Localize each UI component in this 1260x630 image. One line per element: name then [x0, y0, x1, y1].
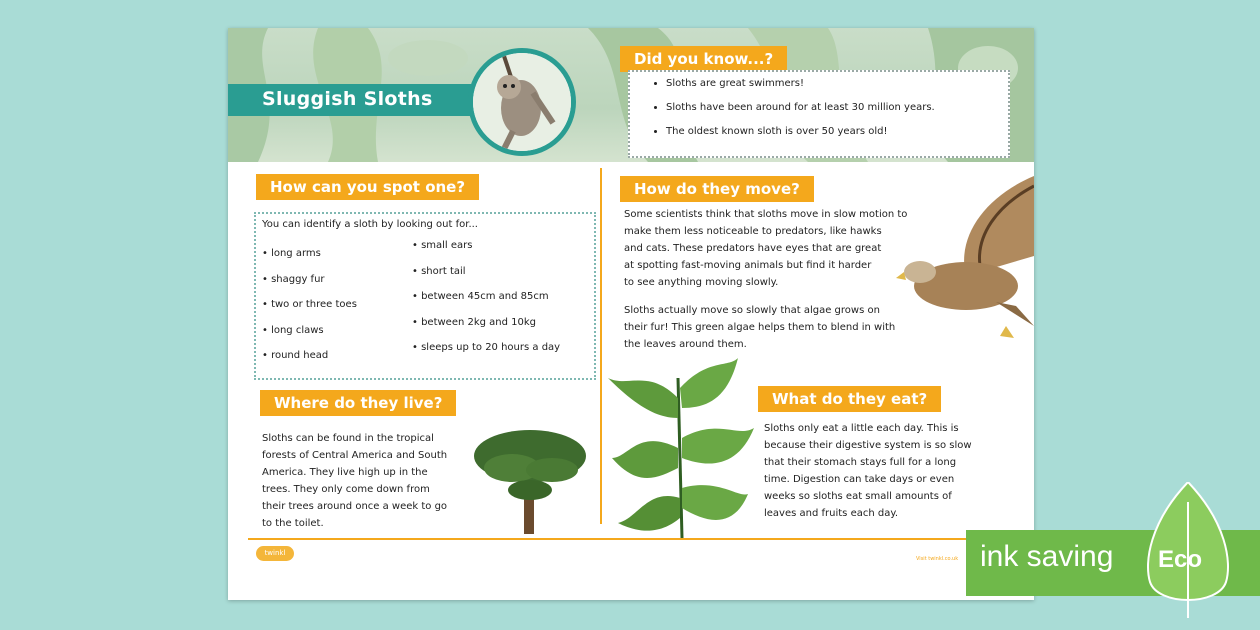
text-line: because their digestive system is so slow [764, 440, 972, 451]
eco-badge: Eco [1158, 546, 1203, 573]
move-heading: How do they move? [620, 176, 814, 202]
text-line: to see anything moving slowly. [624, 277, 779, 288]
text-line: to the toilet. [262, 518, 324, 529]
list-item: • short tail [412, 265, 466, 277]
move-paragraph-1 [624, 206, 907, 291]
list-item: • small ears [412, 240, 473, 251]
did-you-know-heading: Did you know...? [620, 46, 787, 72]
leaves-illustration [608, 358, 756, 538]
eco-label: ink saving [980, 540, 1114, 573]
live-text [262, 430, 447, 532]
list-item: • long arms [262, 248, 321, 259]
list-item: • between 2kg and 10kg [412, 316, 537, 328]
fact-item: • Sloths have been around for at least 30 million years. [666, 102, 1008, 113]
fact-sheet [228, 28, 1034, 600]
horizontal-divider [248, 538, 1014, 540]
text-line: at spotting fast-moving animals but find it harder [624, 260, 872, 271]
move-paragraph-2 [624, 302, 895, 353]
hawk-illustration [896, 176, 1034, 346]
list-item: • round head [262, 350, 329, 361]
eat-heading: What do they eat? [758, 386, 941, 412]
text-line: time. Digestion can take days or even [764, 474, 955, 485]
list-item: • long claws [262, 324, 324, 336]
text-line: Sloths can be found in the tropical [262, 433, 434, 444]
text-line: trees. They only come down from [262, 484, 430, 495]
text-line: that their stomach stays full for a long [764, 457, 957, 468]
did-you-know-box [628, 70, 1010, 158]
footer-text: Visit twinkl.co.uk [916, 556, 959, 562]
tree-illustration [472, 426, 590, 536]
spot-right-list [412, 240, 560, 368]
list-item: • between 45cm and 85cm [412, 291, 549, 302]
text-line: make them less noticeable to predators, like hawks [624, 226, 882, 237]
spot-left-list [262, 248, 357, 376]
live-heading: Where do they live? [260, 390, 456, 416]
eat-text [764, 420, 972, 522]
text-line: leaves and fruits each day. [764, 508, 899, 519]
twinkl-logo: twinkl [256, 546, 294, 561]
sloth-illustration [468, 48, 576, 156]
fact-item: • Sloths are great swimmers! [666, 78, 1008, 89]
text-line: Some scientists think that sloths move in slow motion to [624, 209, 908, 220]
spot-heading: How can you spot one? [256, 174, 479, 200]
text-line: their trees around once a week to go [262, 501, 448, 512]
sloth-icon [473, 53, 571, 151]
text-line: America. They live high up in the [262, 467, 428, 478]
spot-intro: You can identify a sloth by looking out for... [262, 219, 478, 230]
list-item: • sleeps up to 20 hours a day [412, 342, 561, 353]
text-line: Sloths only eat a little each day. This is [764, 423, 959, 434]
list-item: • shaggy fur [262, 273, 325, 285]
text-line: the leaves around them. [624, 339, 747, 350]
text-line: and cats. These predators have eyes that are great [624, 243, 882, 254]
text-line: their fur! This green algae helps them to blend in with [624, 322, 896, 333]
list-item: • two or three toes [262, 299, 357, 310]
text-line: weeks so sloths eat small amounts of [764, 491, 952, 502]
fact-item: • The oldest known sloth is over 50 years old! [666, 126, 1008, 137]
text-line: forests of Central America and South [262, 450, 448, 461]
page-title: Sluggish Sloths [262, 88, 433, 110]
vertical-divider [600, 168, 602, 524]
text-line: Sloths actually move so slowly that algae grows on [624, 305, 880, 316]
